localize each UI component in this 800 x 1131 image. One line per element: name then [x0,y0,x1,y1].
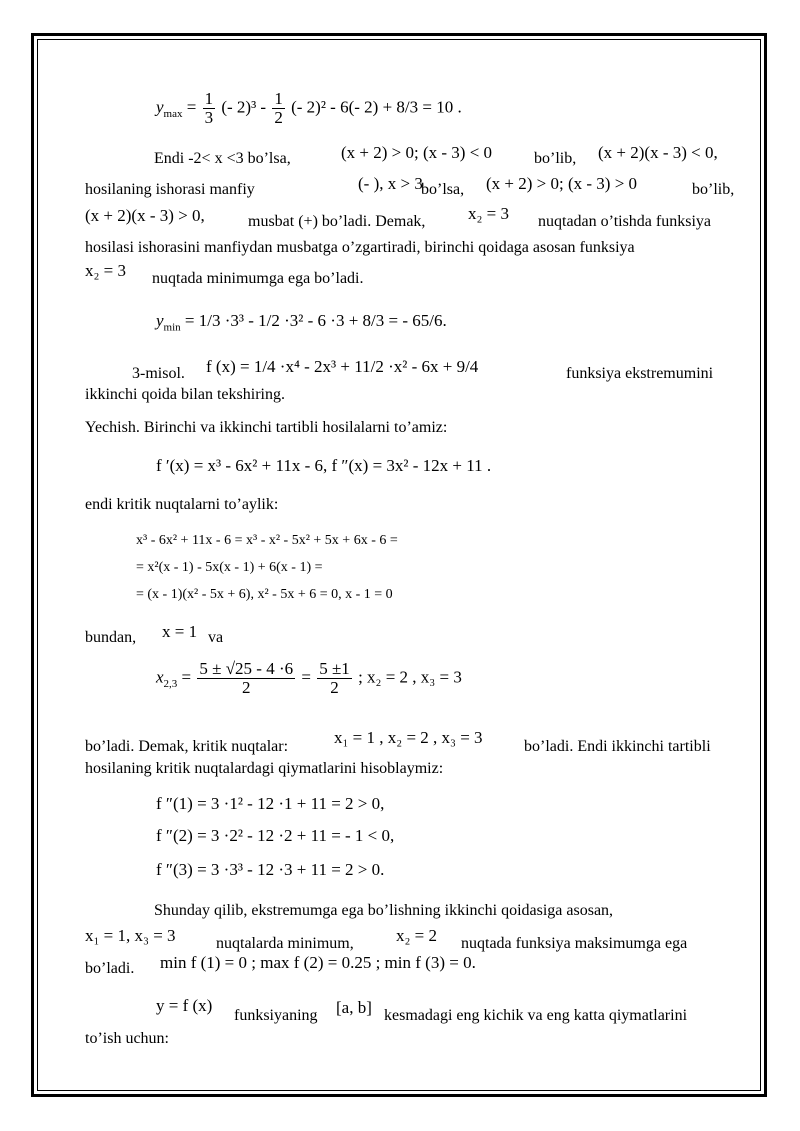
hosila-math2: (x + 2) > 0; (x - 3) > 0 [486,174,638,193]
boladi-tail: bo’ladi. Endi ikkinchi tartibli [524,738,711,755]
va: va [208,629,224,646]
f2-at-3: f ″(3) = 3 ·3³ - 12 ·3 + 11 = 2 > 0. [156,860,385,879]
endi-math2: (x + 2)(x - 3) < 0, [598,143,718,162]
hosila-text: hosilaning ishorasi manfiy [85,181,255,198]
f2-at-1: f ″(1) = 3 ·1² - 12 ·1 + 11 = 2 > 0, [156,794,385,813]
bundan: bundan, [85,629,137,646]
shunday-line: Shunday qilib, ekstremumga ega bo’lishning ikkinchi qoidasiga asosan, [154,902,614,919]
musbat-math: (x + 2)(x - 3) > 0, [85,206,205,225]
endi-text: Endi -2< x <3 bo’lsa, [154,150,291,167]
hosila-math1: (- ), x > 3 [358,174,423,193]
f2-at-2: f ″(2) = 3 ·2² - 12 ·2 + 11 = - 1 < 0, [156,826,395,845]
kritik-line: endi kritik nuqtalarni to’aylik: [85,496,279,513]
boladi-text: bo’ladi. Demak, kritik nuqtalar: [85,738,289,755]
x2-eq-3-b: x₂ = 3 [85,261,127,280]
x2-eq-2: x₂ = 2 [396,926,438,945]
ymax-equation: $y_{max}$ = $\frac{1}{3}$ (- 2)³ - $\frac{1}{2}$ (- 2)² - 6(- 2) + 8/3 = 10 . [156,89,462,127]
bolib2: bo’lib, [692,181,735,198]
boladi-short: bo’ladi. [85,960,135,977]
factor-eq2: = x²(x - 1) - 5x(x - 1) + 6(x - 1) = [136,560,323,575]
nuqtalarda: nuqtalarda minimum, [216,935,354,952]
frac-one-half: $\frac{1}{2}$ [274,89,283,127]
roots-tail: ; x₂ = 2 , x₃ = 3 [358,667,462,687]
funksiyaning: funksiyaning [234,1007,318,1024]
nuqtada-max: nuqtada funksiya maksimumga ega [461,935,688,952]
musbat-text: musbat (+) bo’ladi. Demak, [248,213,426,230]
bolsa: bo’lsa, [421,181,465,198]
y-eq-fx: y = f (x) [156,996,213,1015]
interval-ab: [a, b] [336,998,372,1017]
roots-frac2: $\frac{5 \pm 1}{2}$ [319,659,350,697]
factor-eq1: x³ - 6x² + 11x - 6 = x³ - x² - 5x² + 5x + 6x - 6 = [136,533,398,548]
kesmadagi: kesmadagi eng kichik va eng katta qiymatlarini [384,1007,688,1024]
hosilasi-line: hosilasi ishorasini manfiydan musbatga o’zgartiradi, birinchi qoidaga asosan funksiya [85,239,635,256]
roots-formula: $x_{2,3}$ = $\frac{5 \pm √25 - 4 \cdot 6}{2}$ = $\frac{5 \pm 1}{2}$ ; x₂ = 2 , x₃ = 3 [156,659,462,697]
ymax-sub: max [163,107,183,120]
ymax-tail: (- 2)³ - [221,97,271,117]
musbat-tail: nuqtadan o’tishda funksiya [538,213,712,230]
x2-eq-3: x₂ = 3 [468,204,510,223]
toish: to’ish uchun: [85,1030,169,1047]
factor-eq3: = (x - 1)(x² - 5x + 6), x² - 5x + 6 = 0, x - 1 = 0 [136,587,393,602]
x-eq-1: x = 1 [162,622,198,641]
kritik-vals: x₁ = 1 , x₂ = 2 , x₃ = 3 [334,728,483,747]
ymax-tail2: (- 2)² - 6(- 2) + 8/3 = 10 . [291,97,462,117]
x23-sub: 2,3 [163,677,178,690]
misol-formula: f (x) = 1/4 ·x⁴ - 2x³ + 11/2 ·x² - 6x + 9/4 [206,357,479,376]
ymax-label: y [156,97,164,117]
ikkinchi-line: ikkinchi qoida bilan tekshiring. [85,386,285,403]
bolib1: bo’lib, [534,150,577,167]
misol-label: 3-misol. [132,365,185,382]
derivatives: f ′(x) = x³ - 6x² + 11x - 6, f ″(x) = 3x² - 12x + 11 . [156,456,492,475]
roots-frac1: $\frac{5 \pm √25 - 4 \cdot 6}{2}$ [199,659,294,697]
x23-label: x [156,667,164,687]
ymin-equation: $y_{min} = 1/3 \cdot 3^3 - 1/2 \cdot 3^2 - 6 \cdot 3 + 8/3$ = - 65/6. [156,311,447,334]
minimum-text: nuqtada minimumga ega bo’ladi. [152,270,364,287]
x1-x3: x₁ = 1, x₃ = 3 [85,926,176,945]
yechish-line: Yechish. Birinchi va ikkinchi tartibli hosilalarni to’amiz: [85,419,448,436]
frac-one-third: $\frac{1}{3}$ [204,89,214,127]
endi-math1: (x + 2) > 0; (x - 3) < 0 [341,143,493,162]
misol-tail: funksiya ekstremumini [566,365,714,382]
hosilaning-line: hosilaning kritik nuqtalardagi qiymatlarini hisoblaymiz: [85,760,444,777]
ymin-formula: = 1/3 ·3³ - 1/2 ·3² - 6 ·3 + 8/3 = - 65/6. [184,311,447,330]
min-max-values: min f (1) = 0 ; max f (2) = 0.25 ; min f (3) = 0. [160,953,476,972]
